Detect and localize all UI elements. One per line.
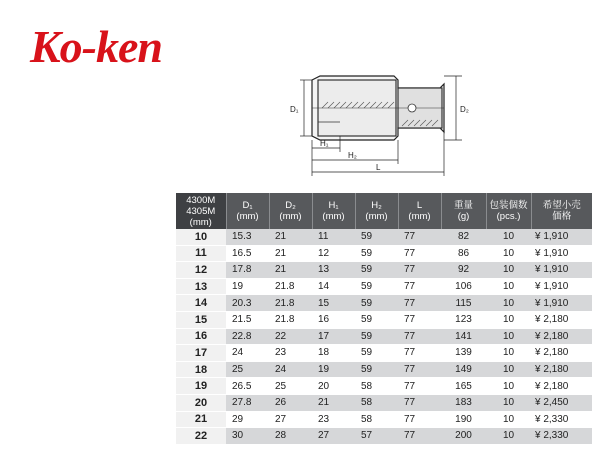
cell-d1: 20.3 — [226, 295, 269, 312]
cell-weight: 165 — [441, 378, 486, 395]
cell-pack-qty: 10 — [486, 411, 531, 428]
cell-h2: 59 — [355, 262, 398, 279]
cell-h1: 14 — [312, 278, 355, 295]
table-row — [176, 411, 592, 428]
table-row — [176, 262, 592, 279]
cell-pack-qty: 10 — [486, 295, 531, 312]
header-weight-l1: 重量 — [453, 200, 473, 211]
cell-l: 77 — [398, 295, 441, 312]
cell-pack-qty: 10 — [486, 229, 531, 245]
header-d2 — [269, 193, 312, 229]
cell-d2: 21 — [269, 262, 312, 279]
cell-h1: 13 — [312, 262, 355, 279]
cell-weight: 115 — [441, 295, 486, 312]
cell-weight: 141 — [441, 328, 486, 345]
cell-price: ¥ 2,180 — [531, 361, 592, 378]
cell-weight: 123 — [441, 311, 486, 328]
label-d2: D₂ — [460, 105, 469, 114]
header-l-l2: (mm) — [408, 211, 431, 222]
cell-h2: 57 — [355, 428, 398, 445]
cell-price: ¥ 2,180 — [531, 378, 592, 395]
cell-l: 77 — [398, 245, 441, 262]
header-pack-qty-l2: (pcs.) — [496, 211, 521, 222]
cell-h1: 27 — [312, 428, 355, 445]
spec-table-body — [176, 229, 592, 444]
cell-h1: 15 — [312, 295, 355, 312]
table-row — [176, 311, 592, 328]
cell-size: 14 — [176, 295, 226, 312]
cell-size: 21 — [176, 411, 226, 428]
header-pack-qty-l1: 包装個数 — [489, 200, 528, 211]
cell-size: 17 — [176, 345, 226, 362]
cell-l: 77 — [398, 311, 441, 328]
cell-h1: 19 — [312, 361, 355, 378]
cell-d1: 29 — [226, 411, 269, 428]
cell-size: 19 — [176, 378, 226, 395]
cell-h1: 20 — [312, 378, 355, 395]
cell-weight: 183 — [441, 394, 486, 411]
cell-h2: 59 — [355, 295, 398, 312]
cell-price: ¥ 1,910 — [531, 278, 592, 295]
header-l-l1: L — [416, 200, 423, 211]
cell-l: 77 — [398, 229, 441, 245]
table-row — [176, 229, 592, 245]
cell-weight: 149 — [441, 361, 486, 378]
header-l — [398, 193, 441, 229]
cell-l: 77 — [398, 361, 441, 378]
cell-d1: 25 — [226, 361, 269, 378]
cell-weight: 190 — [441, 411, 486, 428]
cell-size: 15 — [176, 311, 226, 328]
header-d1-l1: D₁ — [242, 200, 253, 211]
header-d1-l2: (mm) — [236, 211, 259, 222]
cell-h2: 58 — [355, 378, 398, 395]
cell-d1: 22.8 — [226, 328, 269, 345]
cell-size: 13 — [176, 278, 226, 295]
cell-h1: 18 — [312, 345, 355, 362]
label-d1: D₁ — [290, 105, 299, 114]
cell-h1: 23 — [312, 411, 355, 428]
cell-l: 77 — [398, 262, 441, 279]
cell-size: 12 — [176, 262, 226, 279]
cell-size: 20 — [176, 394, 226, 411]
header-h1-l1: H₁ — [328, 200, 339, 211]
cell-weight: 86 — [441, 245, 486, 262]
cell-size: 10 — [176, 229, 226, 245]
cell-h2: 59 — [355, 311, 398, 328]
header-weight-l2: (g) — [457, 211, 470, 222]
cell-pack-qty: 10 — [486, 394, 531, 411]
cell-d1: 19 — [226, 278, 269, 295]
cell-size: 16 — [176, 328, 226, 345]
cell-price: ¥ 1,910 — [531, 229, 592, 245]
header-size-l2: 4305M — [186, 205, 216, 217]
socket-diagram — [282, 68, 472, 180]
header-d2-l1: D₂ — [285, 200, 296, 211]
label-l: L — [376, 163, 381, 172]
cell-pack-qty: 10 — [486, 428, 531, 445]
cell-h2: 58 — [355, 411, 398, 428]
header-price-l2: 価格 — [552, 211, 572, 222]
cell-l: 77 — [398, 345, 441, 362]
cell-d2: 23 — [269, 345, 312, 362]
cell-d1: 26.5 — [226, 378, 269, 395]
cell-size: 11 — [176, 245, 226, 262]
header-h2 — [355, 193, 398, 229]
cell-h1: 16 — [312, 311, 355, 328]
cell-l: 77 — [398, 411, 441, 428]
cell-price: ¥ 2,180 — [531, 345, 592, 362]
cell-pack-qty: 10 — [486, 262, 531, 279]
cell-weight: 82 — [441, 229, 486, 245]
table-row — [176, 345, 592, 362]
spec-table — [176, 193, 592, 445]
cell-d1: 30 — [226, 428, 269, 445]
header-price-l1: 希望小売 — [542, 200, 581, 211]
header-h1 — [312, 193, 355, 229]
cell-weight: 200 — [441, 428, 486, 445]
cell-d2: 28 — [269, 428, 312, 445]
cell-h1: 17 — [312, 328, 355, 345]
cell-weight: 106 — [441, 278, 486, 295]
cell-d2: 27 — [269, 411, 312, 428]
table-row — [176, 378, 592, 395]
table-row — [176, 394, 592, 411]
cell-d2: 26 — [269, 394, 312, 411]
cell-h2: 58 — [355, 394, 398, 411]
cell-pack-qty: 10 — [486, 245, 531, 262]
table-row — [176, 328, 592, 345]
cell-l: 77 — [398, 328, 441, 345]
cell-d2: 25 — [269, 378, 312, 395]
header-weight — [441, 193, 486, 229]
cell-d1: 15.3 — [226, 229, 269, 245]
table-row — [176, 245, 592, 262]
header-size-l1: 4300M — [186, 194, 216, 206]
header-h1-l2: (mm) — [322, 211, 345, 222]
header-size-l3: (mm) — [189, 216, 212, 228]
cell-pack-qty: 10 — [486, 378, 531, 395]
koken-logo — [28, 16, 178, 76]
cell-d1: 24 — [226, 345, 269, 362]
cell-l: 77 — [398, 378, 441, 395]
header-price — [531, 193, 592, 229]
table-row — [176, 278, 592, 295]
cell-d2: 21.8 — [269, 311, 312, 328]
cell-h2: 59 — [355, 345, 398, 362]
cell-d2: 22 — [269, 328, 312, 345]
cell-h2: 59 — [355, 229, 398, 245]
cell-d1: 16.5 — [226, 245, 269, 262]
cell-weight: 92 — [441, 262, 486, 279]
table-row — [176, 295, 592, 312]
cell-price: ¥ 2,330 — [531, 428, 592, 445]
cell-pack-qty: 10 — [486, 345, 531, 362]
header-h2-l1: H₂ — [371, 200, 382, 211]
cell-d1: 21.5 — [226, 311, 269, 328]
cell-h2: 59 — [355, 278, 398, 295]
cell-price: ¥ 1,910 — [531, 262, 592, 279]
label-h1: H₁ — [320, 139, 329, 148]
label-h2: H₂ — [348, 151, 357, 160]
cell-d1: 17.8 — [226, 262, 269, 279]
cell-l: 77 — [398, 428, 441, 445]
cell-size: 18 — [176, 361, 226, 378]
cell-l: 77 — [398, 394, 441, 411]
table-row — [176, 361, 592, 378]
header-d2-l2: (mm) — [279, 211, 302, 222]
cell-pack-qty: 10 — [486, 311, 531, 328]
cell-h2: 59 — [355, 361, 398, 378]
cell-size: 22 — [176, 428, 226, 445]
header-size — [176, 193, 226, 229]
cell-l: 77 — [398, 278, 441, 295]
cell-h1: 11 — [312, 229, 355, 245]
cell-pack-qty: 10 — [486, 278, 531, 295]
header-h2-l2: (mm) — [365, 211, 388, 222]
header-pack-qty — [486, 193, 531, 229]
cell-price: ¥ 2,180 — [531, 328, 592, 345]
cell-d2: 24 — [269, 361, 312, 378]
cell-pack-qty: 10 — [486, 328, 531, 345]
cell-h1: 21 — [312, 394, 355, 411]
cell-price: ¥ 2,330 — [531, 411, 592, 428]
spec-table-header — [176, 193, 592, 229]
cell-d2: 21.8 — [269, 295, 312, 312]
cell-d1: 27.8 — [226, 394, 269, 411]
cell-d2: 21 — [269, 229, 312, 245]
brand-logo-text: Ko-ken — [30, 21, 162, 72]
cell-d2: 21 — [269, 245, 312, 262]
cell-price: ¥ 1,910 — [531, 245, 592, 262]
cell-h2: 59 — [355, 245, 398, 262]
cell-pack-qty: 10 — [486, 361, 531, 378]
cell-h2: 59 — [355, 328, 398, 345]
cell-price: ¥ 1,910 — [531, 295, 592, 312]
header-d1 — [226, 193, 269, 229]
table-row — [176, 428, 592, 445]
cell-price: ¥ 2,180 — [531, 311, 592, 328]
cell-d2: 21.8 — [269, 278, 312, 295]
cell-h1: 12 — [312, 245, 355, 262]
cell-weight: 139 — [441, 345, 486, 362]
cell-price: ¥ 2,450 — [531, 394, 592, 411]
